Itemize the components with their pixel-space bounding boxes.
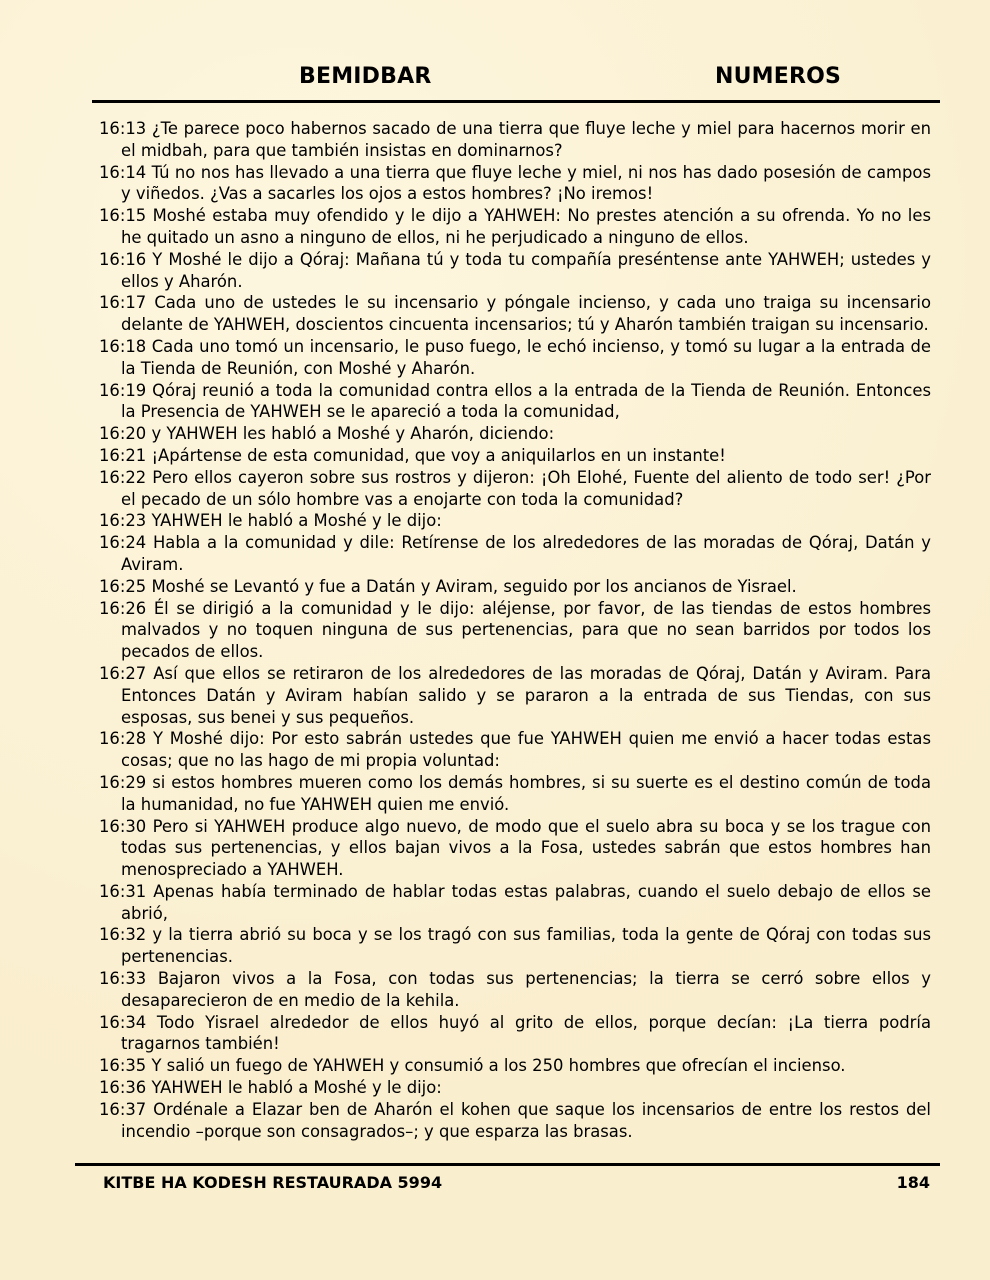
verse: 16:28 Y Moshé dijo: Por esto sabrán ustedes que fue YAHWEH quien me envió a hacer todas estas cosas; que no las hago de mi propia voluntad: xyxy=(99,729,931,771)
verse: 16:18 Cada uno tomó un incensario, le puso fuego, le echó incienso, y tomó su lugar a la entrada de la Tienda de Reunión, con Moshé y Aharón. xyxy=(99,336,931,378)
verse: 16:30 Pero si YAHWEH produce algo nuevo, de modo que el suelo abra su boca y se los trague con todas sus pertenencias, y ellos bajan vivos a la Fosa, ustedes sabrán que estos hombres han menospreciado a YAHWEH. xyxy=(99,816,931,880)
verse: 16:36 YAHWEH le habló a Moshé y le dijo: xyxy=(99,1078,442,1098)
verse: 16:25 Moshé se Levantó y fue a Datán y Aviram, seguido por los ancianos de Yisrael. xyxy=(99,576,797,596)
verse: 16:29 si estos hombres mueren como los demás hombres, si su suerte es el destino común de toda la humanidad, no fue YAHWEH quien me envió. xyxy=(99,772,931,814)
header-right-title: NUMEROS xyxy=(715,64,842,89)
verse: 16:13 ¿Te parece poco habernos sacado de una tierra que fluye leche y miel para hacernos morir en el midbah, para que también insistas en dominarnos? xyxy=(99,119,931,160)
page-footer xyxy=(75,1163,940,1192)
verse: 16:27 Así que ellos se retiraron de los alrededores de las moradas de Qóraj, Datán y Aviram. Para Entonces Datán y Aviram habían salido y se pararon a la entrada de sus Tiendas, con sus esposas, sus benei y sus pequeños. xyxy=(99,663,931,727)
verse: 16:17 Cada uno de ustedes le su incensario y póngale incienso, y cada uno traiga su incensario delante de YAHWEH, doscientos cincuenta incensarios; tú y Aharón también traigan su incensario. xyxy=(99,293,931,335)
verse: 16:21 ¡Apártense de esta comunidad, que voy a aniquilarlos en un instante! xyxy=(99,445,726,465)
verse: 16:31 Apenas había terminado de hablar todas estas palabras, cuando el suelo debajo de ellos se abrió, xyxy=(99,881,931,923)
verse: 16:16 Y Moshé le dijo a Qóraj: Mañana tú y toda tu compañía preséntense ante YAHWEH; ustedes y ellos y Aharón. xyxy=(99,249,931,291)
verse: 16:35 Y salió un fuego de YAHWEH y consumió a los 250 hombres que ofrecían el incienso. xyxy=(99,1056,846,1076)
page-header xyxy=(92,60,940,103)
header-left-title: BEMIDBAR xyxy=(299,64,432,89)
verse: 16:19 Qóraj reunió a toda la comunidad contra ellos a la entrada de la Tienda de Reunión. Entonces la Presencia de YAHWEH se le apareció a toda la comunidad, xyxy=(99,380,931,422)
verse: 16:20 y YAHWEH les habló a Moshé y Aharón, diciendo: xyxy=(99,424,555,444)
verse: 16:33 Bajaron vivos a la Fosa, con todas sus pertenencias; la tierra se cerró sobre ellos y desaparecieron de en medio de la kehila. xyxy=(99,969,931,1010)
verse: 16:23 YAHWEH le habló a Moshé y le dijo: xyxy=(99,511,442,531)
verse: 16:22 Pero ellos cayeron sobre sus rostros y dijeron: ¡Oh Elohé, Fuente del aliento de todo ser! ¿Por el pecado de un sólo hombre vas a enojarte con toda la comunidad? xyxy=(99,467,931,509)
verse: 16:14 Tú no nos has llevado a una tierra que fluye leche y miel, ni nos has dado posesión de campos y viñedos. ¿Vas a sacarles los ojos a estos hombres? ¡No iremos! xyxy=(99,162,931,204)
verse: 16:26 Él se dirigió a la comunidad y le dijo: aléjense, por favor, de las tiendas de estos hombres malvados y no toquen ninguna de sus pertenencias, para que no sean barridos por todos los pecados de ellos. xyxy=(99,598,931,662)
verse: 16:24 Habla a la comunidad y dile: Retírense de los alrededores de las moradas de Qóraj, Datán y Aviram. xyxy=(99,533,931,574)
footer-book-title: KITBE HA KODESH RESTAURADA 5994 xyxy=(103,1173,443,1192)
verse: 16:37 Ordénale a Elazar ben de Aharón el kohen que saque los incensarios de entre los restos del incendio –porque son consagrados–; y que esparza las brasas. xyxy=(99,1099,931,1141)
verse-list xyxy=(99,118,931,1142)
verse: 16:15 Moshé estaba muy ofendido y le dijo a YAHWEH: No prestes atención a su ofrenda. Yo no les he quitado un asno a ninguno de ellos, ni he perjudicado a ninguno de ellos. xyxy=(99,206,931,247)
verse: 16:34 Todo Yisrael alrededor de ellos huyó al grito de ellos, porque decían: ¡La tierra podría tragarnos también! xyxy=(99,1012,931,1054)
page-number: 184 xyxy=(896,1173,930,1192)
verse: 16:32 y la tierra abrió su boca y se los tragó con sus familias, toda la gente de Qóraj con todas sus pertenencias. xyxy=(99,925,931,967)
